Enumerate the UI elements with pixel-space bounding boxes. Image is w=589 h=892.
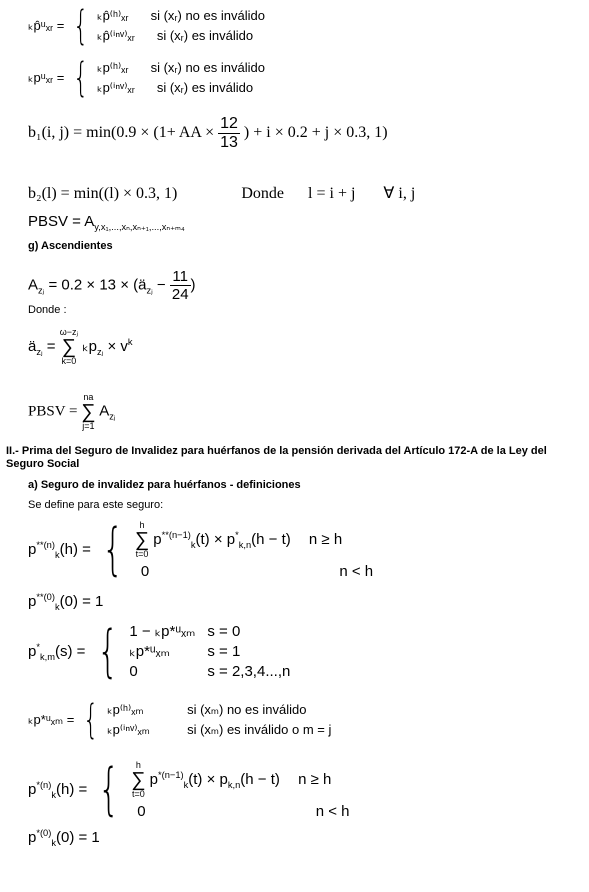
superscript: *(n−1) [158, 770, 184, 780]
equation-pbsv-a [28, 213, 185, 233]
subscript: zⱼ [36, 346, 43, 357]
superscript: **(n) [36, 539, 55, 550]
equation-p-double-star-0 [28, 592, 103, 612]
equation-rhs: (0) = 1 [59, 593, 104, 610]
subscript: k [51, 789, 56, 800]
sum-upper-limit: h [139, 520, 145, 531]
equation-rhs: ) + i × 0.2 + j × 0.3, 1) [243, 124, 388, 142]
equation-b1 [28, 115, 388, 152]
subscript: zⱼ [97, 346, 104, 357]
superscript: *(0) [36, 828, 52, 838]
forall: ∀ i, j [383, 185, 416, 202]
equation-arg: (h) = [55, 780, 88, 798]
summation [60, 328, 78, 366]
equation-lhs: b₁(i, j) = min(0.9 × (1+ AA × [28, 124, 215, 142]
summation [135, 521, 149, 559]
close-paren: ) [190, 276, 196, 294]
subscript: zⱼ [38, 285, 45, 296]
heading-ascendientes: g) Ascendientes [28, 240, 113, 252]
sum-lower-limit: t=0 [131, 789, 145, 800]
case-expression: 0 [129, 663, 138, 680]
case-condition: si (xᵣ) es inválido [156, 28, 254, 43]
superscript: **(0) [36, 592, 55, 602]
equation-text: PBSV = A [28, 213, 95, 230]
fraction-denominator: 13 [220, 134, 238, 151]
equation-lhs: p [28, 540, 37, 558]
term: A [99, 402, 110, 420]
summation [81, 393, 95, 431]
case-condition: s = 2,3,4...,n [207, 663, 291, 680]
summation [131, 761, 145, 799]
subscript: k,n [238, 540, 252, 550]
case-expression: 0 [140, 563, 150, 580]
case-condition: n ≥ h [298, 771, 332, 788]
equation-lhs: b₂(l) = min((l) × 0.3, 1) [28, 185, 178, 202]
fraction-denominator: 24 [171, 286, 189, 303]
sum-lower-limit: k=0 [61, 356, 77, 366]
term-arg: (t) × p [188, 771, 228, 788]
equation-lhs: ä [28, 337, 37, 355]
case-expression: ₖp̂⁽ʰ⁾ₓᵣ [97, 8, 129, 23]
subscript: k [54, 602, 60, 612]
minus-sign: − [156, 276, 166, 294]
heading-definiciones: a) Seguro de invalidez para huérfanos - definiciones [28, 479, 301, 491]
case-expression: ₖp⁽ʰ⁾ₓₘ [107, 702, 144, 717]
subscript: zⱼ [146, 285, 153, 296]
sum-upper-limit: ω−zⱼ [59, 327, 79, 337]
equation-arg: (h) = [59, 540, 91, 558]
superscript: * [235, 530, 239, 540]
donde-label: Donde : [28, 304, 67, 316]
case-condition: si (xᵣ) no es inválido [150, 8, 265, 23]
equation-lhs: p [28, 780, 37, 798]
term-arg: (h − t) [251, 531, 291, 548]
case-condition: si (xᵣ) es inválido [156, 80, 254, 95]
fraction [218, 115, 240, 152]
case-condition: si (xᵣ) no es inválido [150, 60, 265, 75]
equation-lhs: ₖp̂ᵘₓᵣ = [28, 18, 65, 33]
fraction-numerator: 12 [220, 115, 238, 132]
case-expression: 1 − ₖp*ᵘₓₘ [129, 623, 196, 640]
sigma-icon: ∑ [81, 401, 96, 423]
section-title: II.- Prima del Seguro de Invalidez para huérfanos de la pensión derivada del Artículo 172-A de la Ley del Seguro Social [6, 445, 547, 470]
fraction-numerator: 11 [170, 268, 191, 286]
case-expression: 0 [137, 803, 146, 820]
intro-text: Se define para este seguro: [28, 499, 164, 511]
case-condition: n < h [315, 803, 350, 820]
sigma-icon: ∑ [131, 769, 146, 792]
equation-lhs: p [28, 642, 37, 660]
equation-arg: (s) = [54, 642, 86, 660]
sum-upper-limit: na [83, 392, 94, 402]
subscript: k,n [227, 780, 241, 790]
case-condition: s = 1 [207, 643, 241, 660]
equation-lhs: ₖp*ᵘₓₘ = [28, 712, 75, 727]
term: p [153, 531, 162, 548]
case-expression: ₖp⁽ⁱⁿᵛ⁾ₓᵣ [97, 80, 135, 95]
equation-mid: = 0.2 × 13 × (ä [48, 276, 147, 294]
subscript: k [54, 549, 60, 560]
case-condition: si (xₘ) es inválido o m = j [187, 722, 332, 737]
case-expression: ₖp⁽ʰ⁾ₓᵣ [97, 60, 129, 75]
sigma-icon: ∑ [134, 529, 150, 552]
case-condition: n ≥ h [308, 531, 343, 548]
term: p [149, 771, 159, 788]
case-expression: ₖp⁽ⁱⁿᵛ⁾ₓₘ [107, 722, 150, 737]
equation-pbsv-sum [28, 393, 116, 431]
equation-a-umlaut [28, 328, 133, 366]
equation-p-double-star-n: $p^{**(n)}_k(h)$ = { h ∑ t=0 $p^{**(n-1)}_k(t) \times p^*_{k,n}(h - t) n \ge h$ 0 n < h [28, 517, 374, 582]
equation-p-star-n: $p^{*(n)}_k(h)$ = { h ∑ t=0 $p^{*(n-1)}_k(t) \times p_{k,n}(h - t) n \ge h$ 0 n < h [28, 757, 350, 822]
term: ₖp [82, 337, 97, 355]
case-expression: ₖp*ᵘₓₘ [129, 643, 170, 660]
case-expression: ₖp̂⁽ⁱⁿᵛ⁾ₓᵣ [97, 28, 135, 43]
subscript: zⱼ [109, 411, 116, 422]
equation-p-star-0 [28, 828, 100, 848]
equation-lhs: p [28, 829, 37, 846]
equation-lhs: ₖpᵘₓᵣ = [28, 70, 65, 85]
equation-subscript: y,x₁,...,xₙ,xₙ₊₁,...,xₙ₊ₘ₄ [94, 222, 185, 232]
superscript: * [36, 641, 40, 652]
subscript: k [51, 838, 56, 848]
fraction [170, 268, 191, 303]
equation-b2 [28, 183, 415, 203]
case-condition: n < h [339, 563, 374, 580]
superscript: *(n) [36, 779, 52, 790]
equals-sign: = [46, 337, 56, 355]
case-condition: s = 0 [207, 623, 241, 640]
subscript: k,m [39, 651, 55, 662]
equation-p-star-km: $p^*_{k,m}(s)$ = { 1 − ₖp*ᵘₓₘ s = 0 ₖp*ᵘₓₘ s = 1 0 s = 2,3,4...,n [28, 619, 291, 684]
sum-upper-limit: h [135, 760, 141, 771]
subscript: k [190, 540, 196, 550]
sigma-icon: ∑ [61, 336, 77, 358]
sum-lower-limit: t=0 [135, 549, 149, 560]
donde-label: Donde [241, 185, 285, 202]
sum-lower-limit: j=1 [82, 421, 95, 431]
equation-a-zj [28, 268, 196, 303]
exponent: k [127, 336, 133, 347]
equation-p-u: ₖpᵘₓᵣ = { ₖp⁽ʰ⁾ₓᵣ si (xᵣ) no es inválido ₖp⁽ⁱⁿᵛ⁾ₓᵣ si (xᵣ) es inválido [28, 55, 265, 101]
subscript: k [183, 780, 189, 790]
superscript: **(n−1) [161, 530, 191, 540]
term-arg: (h − t) [240, 771, 280, 788]
term-times: × v [107, 337, 128, 355]
equation-lhs: p [28, 593, 37, 610]
term-arg: (t) × p [195, 531, 236, 548]
equation-rhs: (0) = 1 [55, 829, 100, 846]
equation-p-star-u: ₖp*ᵘₓₘ = { ₖp⁽ʰ⁾ₓₘ si (xₘ) no es inválido ₖp⁽ⁱⁿᵛ⁾ₓₘ si (xₘ) es inválido o m = j [28, 697, 332, 743]
condition: l = i + j [308, 185, 356, 202]
case-condition: si (xₘ) no es inválido [187, 702, 307, 717]
equation-lhs: A [28, 276, 39, 294]
equation-lhs: PBSV = [28, 403, 78, 420]
equation-phat-u: ₖp̂ᵘₓᵣ = { ₖp̂⁽ʰ⁾ₓᵣ si (xᵣ) no es inválido ₖp̂⁽ⁱⁿᵛ⁾ₓᵣ si (xᵣ) es inválido [28, 3, 265, 49]
